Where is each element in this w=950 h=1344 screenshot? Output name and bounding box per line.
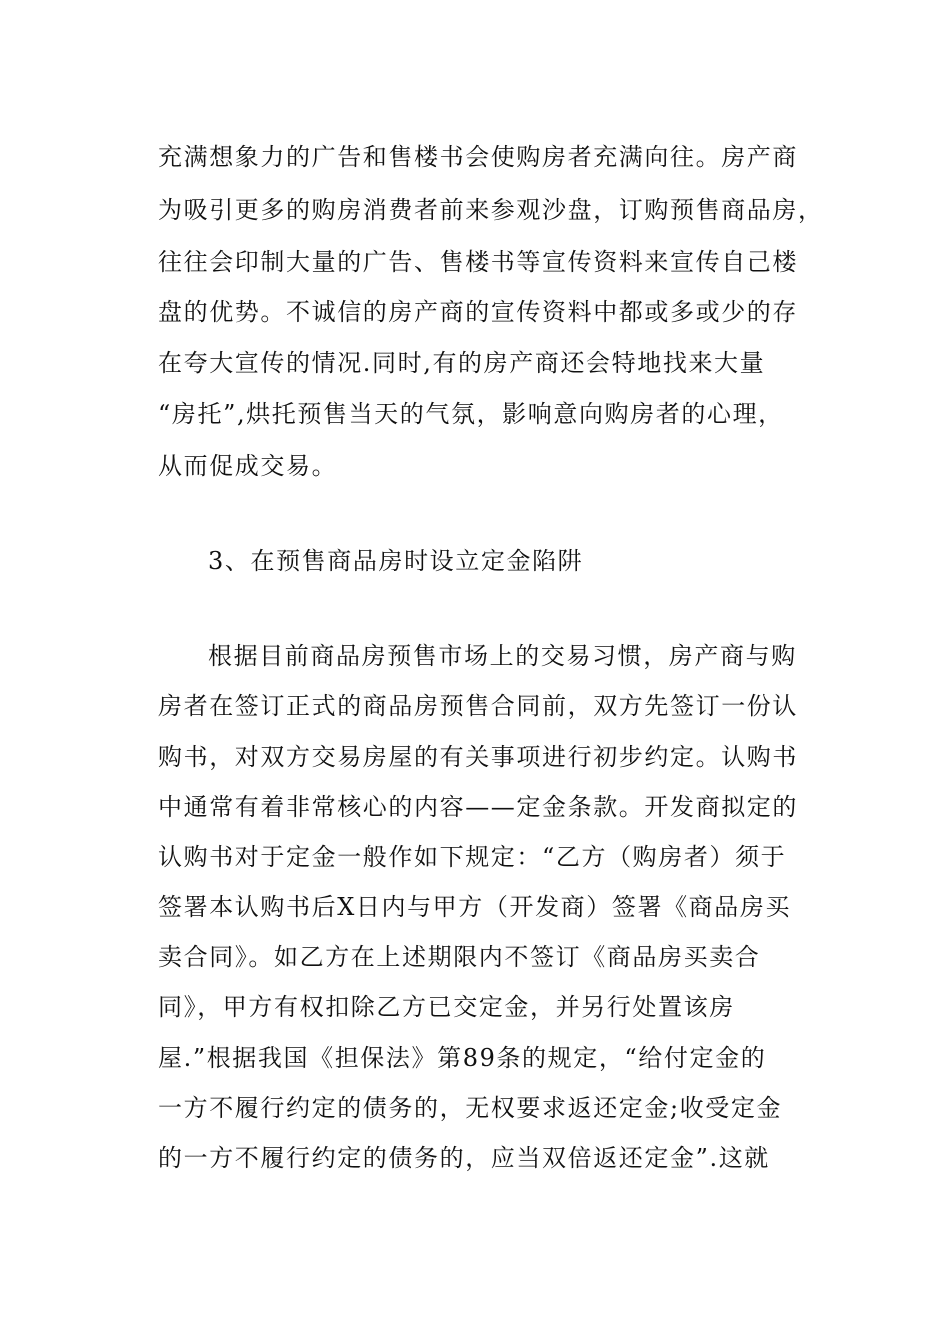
paragraph-line: 为吸引更多的购房消费者前来参观沙盘，订购预售商品房， [158,196,824,224]
paragraph-line: 屋.”根据我国《担保法》第89条的规定，“给付定金的 [158,1044,767,1072]
paragraph-line: 购书，对双方交易房屋的有关事项进行初步约定。认购书 [158,743,798,771]
paragraph-line: 的一方不履行约定的债务的，应当双倍返还定金”.这就 [158,1144,770,1172]
paragraph-line: 认购书对于定金一般作如下规定：“乙方（购房者）须于 [158,843,787,871]
paragraph-line: 盘的优势。不诚信的房产商的宣传资料中都或多或少的存 [158,298,798,326]
paragraph-line: 同》，甲方有权扣除乙方已交定金，并另行处置该房 [158,993,735,1021]
paragraph-line: 在夸大宣传的情况.同时,有的房产商还会特地找来大量 [158,349,766,377]
paragraph-line: 中通常有着非常核心的内容——定金条款。开发商拟定的 [158,793,798,821]
paragraph-line: 根据目前商品房预售市场上的交易习惯，房产商与购 [208,642,797,670]
paragraph-line: 充满想象力的广告和售楼书会使购房者充满向往。房产商 [158,143,798,171]
paragraph-line: 从而促成交易。 [158,452,338,480]
paragraph-line: “房托”,烘托预售当天的气氛，影响意向购房者的心理， [158,400,784,428]
paragraph-line: 签署本认购书后X日内与甲方（开发商）签署《商品房买 [158,893,792,921]
paragraph-line: 房者在签订正式的商品房预售合同前，双方先签订一份认 [158,692,798,720]
paragraph-line: 往往会印制大量的广告、售楼书等宣传资料来宣传自己楼 [158,248,798,276]
paragraph-line: 卖合同》。如乙方在上述期限内不签订《商品房买卖合 [158,943,761,971]
paragraph-line: 一方不履行约定的债务的，无权要求返还定金;收受定金 [158,1094,783,1122]
section-heading: 3、在预售商品房时设立定金陷阱 [208,547,584,575]
